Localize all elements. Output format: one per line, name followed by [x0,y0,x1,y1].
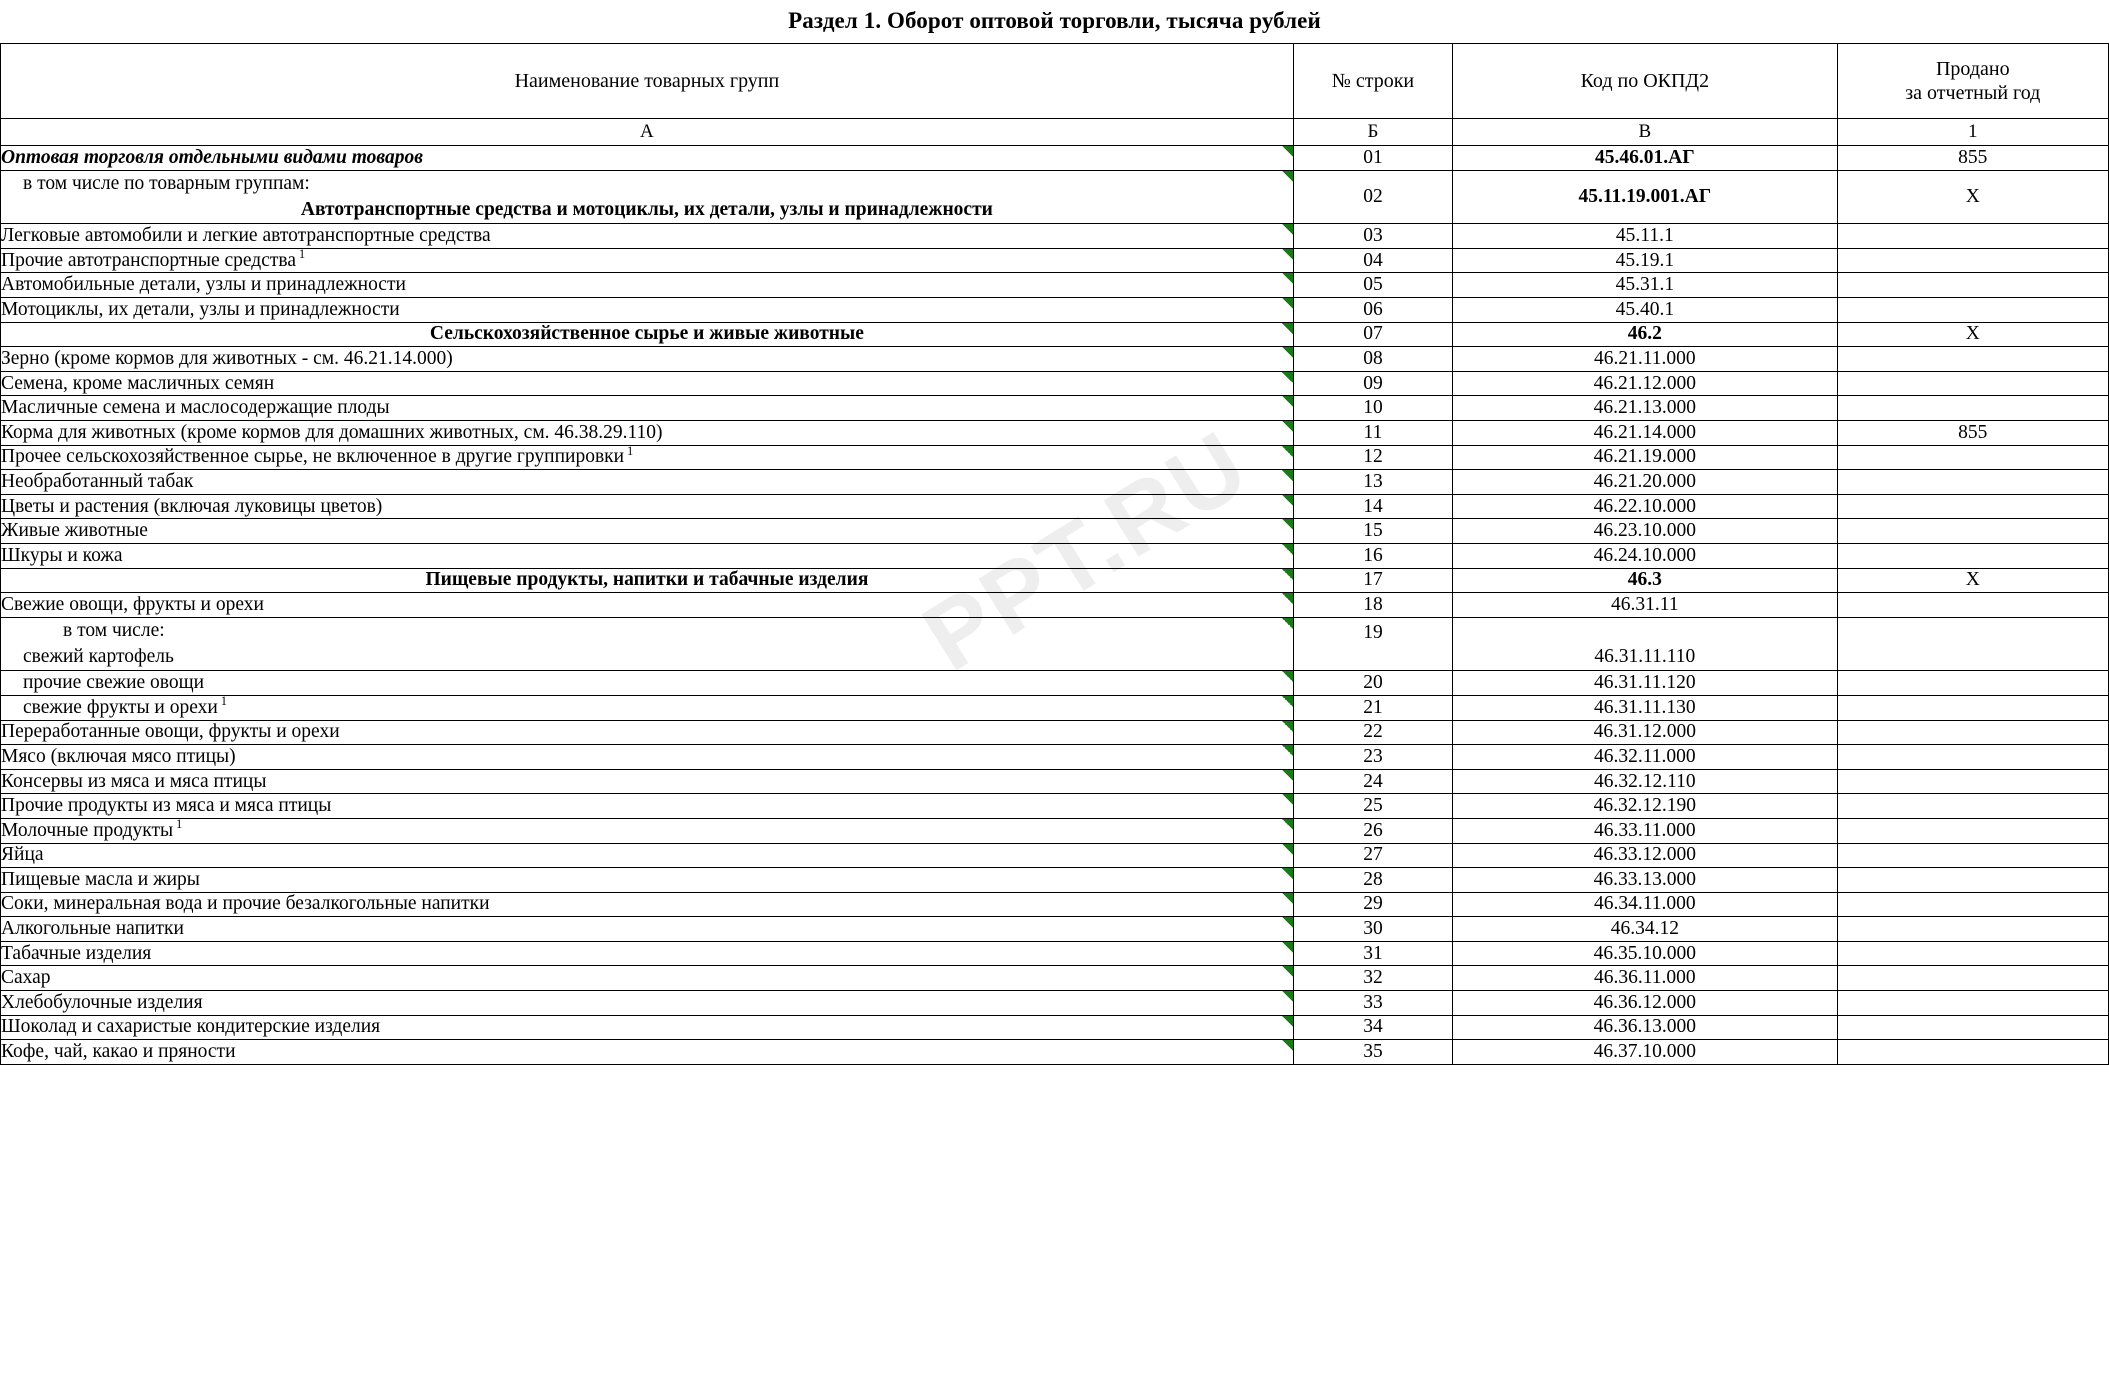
cell-okpd2-code: 46.35.10.000 [1453,941,1838,966]
cell-comment-marker-icon [1282,671,1293,682]
cell-comment-marker-icon [1282,146,1293,157]
cell-goods-name [1,892,1294,917]
cell-sold-value[interactable] [1837,593,2108,618]
cell-line-number: 14 [1293,494,1452,519]
cell-okpd2-code: 46.36.12.000 [1453,991,1838,1016]
row-label: Свежие овощи, фрукты и орехи [1,593,264,615]
cell-line-number: 30 [1293,917,1452,942]
table-row [1,818,2109,843]
section-1-table [0,43,2109,1065]
cell-goods-name [1,593,1294,618]
cell-sold-value[interactable]: 855 [1837,146,2108,171]
cell-sold-value[interactable] [1837,695,2108,720]
cell-sold-value[interactable] [1837,941,2108,966]
letter-code: В [1453,119,1838,146]
cell-line-number: 11 [1293,420,1452,445]
row-label: Зерно (кроме кормов для животных - см. 46.21.14.000) [1,347,453,369]
row-label: Прочие продукты из мяса и мяса птицы [1,795,332,817]
cell-comment-marker-icon [1282,1040,1293,1051]
table-row [1,494,2109,519]
cell-comment-marker-icon [1282,593,1293,604]
row-label: Мотоциклы, их детали, узлы и принадлежности [1,298,400,320]
letter-value: 1 [1837,119,2108,146]
column-header-sold-line2: за отчетный год [1905,82,2041,104]
cell-comment-marker-icon [1282,745,1293,756]
cell-sold-value[interactable] [1837,298,2108,323]
cell-comment-marker-icon [1282,249,1293,260]
cell-line-number: 35 [1293,1040,1452,1065]
cell-line-number: 21 [1293,695,1452,720]
cell-line-number: 18 [1293,593,1452,618]
table-row [1,298,2109,323]
table-row [1,941,2109,966]
cell-line-number: 16 [1293,543,1452,568]
row-label-line2: свежий картофель [23,646,174,668]
table-row [1,1040,2109,1065]
cell-sold-value[interactable] [1837,1015,2108,1040]
row-label: Сахар [1,967,51,989]
cell-goods-name [1,470,1294,495]
cell-sold-value[interactable]: Х [1837,322,2108,347]
cell-sold-value[interactable] [1837,617,2108,671]
row-label: Мясо (включая мясо птицы) [1,745,236,767]
cell-okpd2-code: 46.33.13.000 [1453,868,1838,893]
table-row [1,543,2109,568]
table-row [1,794,2109,819]
column-header-sold-line1: Продано [1935,57,2010,80]
row-label: Консервы из мяса и мяса птицы [1,770,267,792]
cell-goods-name [1,818,1294,843]
cell-line-number: 20 [1293,671,1452,696]
column-header-name: Наименование товарных групп [1,44,1294,119]
row-label: Пищевые масла и жиры [1,868,200,890]
cell-line-number: 32 [1293,966,1452,991]
cell-sold-value[interactable] [1837,445,2108,470]
cell-okpd2-code: 46.21.14.000 [1453,420,1838,445]
cell-okpd2-code: 46.31.11.130 [1453,695,1838,720]
row-label: Корма для животных (кроме кормов для домашних животных, см. 46.38.29.110) [1,421,663,443]
cell-goods-name [1,396,1294,421]
cell-comment-marker-icon [1282,991,1293,1002]
letter-line-no: Б [1293,119,1452,146]
cell-sold-value[interactable] [1837,818,2108,843]
cell-goods-name [1,298,1294,323]
cell-line-number: 08 [1293,347,1452,372]
cell-line-number: 22 [1293,720,1452,745]
table-row [1,146,2109,171]
cell-line-number: 28 [1293,868,1452,893]
cell-comment-marker-icon [1282,794,1293,805]
cell-line-number: 33 [1293,991,1452,1016]
cell-okpd2-code: 46.22.10.000 [1453,494,1838,519]
cell-comment-marker-icon [1282,696,1293,707]
cell-comment-marker-icon [1282,966,1293,977]
cell-sold-value[interactable]: 855 [1837,420,2108,445]
cell-goods-name [1,1040,1294,1065]
cell-comment-marker-icon [1282,372,1293,383]
footnote-marker: 1 [627,443,634,458]
table-row [1,519,2109,544]
cell-sold-value[interactable] [1837,224,2108,249]
row-label: прочие свежие овощи [23,672,205,694]
cell-okpd2-code: 45.11.19.001.АГ [1453,170,1838,224]
cell-okpd2-code: 45.11.1 [1453,224,1838,249]
table-row [1,769,2109,794]
cell-comment-marker-icon [1282,396,1293,407]
cell-goods-name [1,868,1294,893]
cell-sold-value[interactable] [1837,248,2108,273]
table-row [1,843,2109,868]
cell-comment-marker-icon [1282,446,1293,457]
cell-sold-value[interactable]: Х [1837,568,2108,593]
cell-line-number: 12 [1293,445,1452,470]
cell-comment-marker-icon [1282,519,1293,530]
cell-line-number: 31 [1293,941,1452,966]
cell-okpd2-code: 45.31.1 [1453,273,1838,298]
table-row [1,1015,2109,1040]
row-label: Прочие автотранспортные средства $^1$ [1,247,306,271]
cell-goods-name [1,519,1294,544]
cell-sold-value[interactable] [1837,671,2108,696]
cell-sold-value[interactable] [1837,769,2108,794]
cell-sold-value[interactable] [1837,470,2108,495]
cell-line-number: 09 [1293,371,1452,396]
cell-text-block [1,171,1293,224]
cell-sold-value[interactable] [1837,843,2108,868]
okpd2-code-text: 46.31.11.110 [1594,646,1696,668]
cell-okpd2-code: 46.32.12.190 [1453,794,1838,819]
cell-comment-marker-icon [1282,273,1293,284]
table-row [1,892,2109,917]
cell-comment-marker-icon [1282,844,1293,855]
cell-comment-marker-icon [1282,347,1293,358]
cell-goods-name [1,543,1294,568]
cell-okpd2-code: 46.24.10.000 [1453,543,1838,568]
cell-line-number: 15 [1293,519,1452,544]
table-row [1,695,2109,720]
row-label: Шоколад и сахаристые кондитерские изделия [1,1016,381,1038]
table-row [1,568,2109,593]
page-title: Раздел 1. Оборот оптовой торговли, тысяча рублей [788,8,1321,33]
table-row [1,868,2109,893]
row-label: Табачные изделия [1,942,152,964]
table-row [1,470,2109,495]
cell-line-number: 04 [1293,248,1452,273]
table-row [1,671,2109,696]
cell-comment-marker-icon [1282,495,1293,506]
cell-okpd2-code: 46.2 [1453,322,1838,347]
cell-sold-value[interactable] [1837,720,2108,745]
cell-line-number: 24 [1293,769,1452,794]
cell-goods-name [1,322,1294,347]
cell-comment-marker-icon [1282,421,1293,432]
cell-okpd2-code: 45.40.1 [1453,298,1838,323]
column-header-line-no: № строки [1293,44,1452,119]
cell-okpd2-code: 46.31.12.000 [1453,720,1838,745]
cell-goods-name [1,617,1294,671]
cell-goods-name [1,991,1294,1016]
cell-comment-marker-icon [1282,917,1293,928]
cell-goods-name [1,794,1294,819]
row-label: Сельскохозяйственное сырье и живые животные [429,323,864,345]
row-label: Яйца [1,844,44,866]
cell-okpd2-code: 46.33.11.000 [1453,818,1838,843]
cell-okpd2-code: 46.3 [1453,568,1838,593]
cell-okpd2-code: 45.19.1 [1453,248,1838,273]
cell-goods-name [1,420,1294,445]
cell-comment-marker-icon [1282,1016,1293,1027]
cell-line-number: 17 [1293,568,1452,593]
cell-okpd2-code: 46.23.10.000 [1453,519,1838,544]
cell-goods-name [1,224,1294,249]
table-row [1,445,2109,470]
footnote-marker: 1 [176,817,183,832]
cell-okpd2-code: 46.37.10.000 [1453,1040,1838,1065]
cell-goods-name [1,248,1294,273]
cell-okpd2-code: 46.21.20.000 [1453,470,1838,495]
cell-comment-marker-icon [1282,298,1293,309]
table-row [1,322,2109,347]
table-row [1,745,2109,770]
cell-sold-value[interactable] [1837,917,2108,942]
cell-comment-marker-icon [1282,544,1293,555]
row-label: свежие фрукты и орехи $^1$ [23,694,227,718]
cell-goods-name [1,170,1294,224]
cell-sold-value[interactable] [1837,868,2108,893]
cell-line-number: 19 [1293,617,1452,671]
row-label: Пищевые продукты, напитки и табачные изделия [425,569,869,591]
row-label: Прочее сельскохозяйственное сырье, не включенное в другие группировки $^1$ [1,443,634,468]
cell-okpd2-code: 46.32.11.000 [1453,745,1838,770]
cell-sold-value[interactable] [1837,273,2108,298]
cell-goods-name [1,720,1294,745]
row-label: Соки, минеральная вода и прочие безалкогольные напитки [1,893,490,915]
table-row [1,966,2109,991]
row-label: Переработанные овощи, фрукты и орехи [1,721,340,743]
cell-comment-marker-icon [1282,770,1293,781]
cell-okpd2-code: 46.34.12 [1453,917,1838,942]
cell-okpd2-code: 46.34.11.000 [1453,892,1838,917]
cell-sold-value[interactable] [1837,1040,2108,1065]
cell-okpd2-code: 46.31.11.120 [1453,671,1838,696]
cell-sold-value[interactable] [1837,794,2108,819]
cell-comment-marker-icon [1282,868,1293,879]
cell-sold-value[interactable] [1837,371,2108,396]
cell-line-number: 07 [1293,322,1452,347]
cell-okpd2-code: 46.21.19.000 [1453,445,1838,470]
cell-line-number: 06 [1293,298,1452,323]
cell-goods-name [1,347,1294,372]
table-row [1,273,2109,298]
cell-sold-value[interactable] [1837,745,2108,770]
row-label: Автомобильные детали, узлы и принадлежности [1,274,406,296]
table-row [1,917,2109,942]
cell-goods-name [1,695,1294,720]
cell-goods-name [1,1015,1294,1040]
cell-okpd2-code: 46.32.12.110 [1453,769,1838,794]
row-label: Алкогольные напитки [1,918,184,940]
cell-okpd2-code: 46.31.11 [1453,593,1838,618]
cell-goods-name [1,917,1294,942]
cell-comment-marker-icon [1282,819,1293,830]
cell-comment-marker-icon [1282,893,1293,904]
cell-comment-marker-icon [1282,470,1293,481]
row-label: Молочные продукты $^1$ [1,817,183,841]
cell-sold-value[interactable] [1837,347,2108,372]
cell-sold-value[interactable] [1837,519,2108,544]
cell-okpd2-code: 45.46.01.АГ [1453,146,1838,171]
table-row [1,347,2109,372]
row-label: Легковые автомобили и легкие автотранспортные средства [1,225,491,247]
cell-line-number: 02 [1293,170,1452,224]
table-header-row [1,44,2109,119]
row-label: Живые животные [1,520,148,542]
cell-line-number: 23 [1293,745,1452,770]
cell-line-number: 13 [1293,470,1452,495]
cell-goods-name [1,745,1294,770]
cell-comment-marker-icon [1282,224,1293,235]
cell-line-number: 25 [1293,794,1452,819]
row-label: Оптовая торговля отдельными видами товаров [1,146,423,168]
row-label: Хлебобулочные изделия [1,991,203,1013]
cell-sold-value[interactable] [1837,543,2108,568]
table-body [1,146,2109,1065]
table-row [1,170,2109,224]
row-label: Шкуры и кожа [1,544,123,566]
table-letter-row [1,119,2109,146]
cell-line-number: 27 [1293,843,1452,868]
cell-okpd2-code [1453,617,1838,671]
row-label: Цветы и растения (включая луковицы цветов) [1,495,383,517]
cell-goods-name [1,843,1294,868]
row-label-line1: в том числе по товарным группам: [23,172,310,194]
cell-line-number: 29 [1293,892,1452,917]
cell-sold-value[interactable]: Х [1837,170,2108,224]
table-row [1,617,2109,671]
cell-line-number: 03 [1293,224,1452,249]
cell-goods-name [1,146,1294,171]
cell-goods-name [1,371,1294,396]
cell-goods-name [1,494,1294,519]
cell-line-number: 05 [1293,273,1452,298]
cell-goods-name [1,966,1294,991]
column-header-sold [1837,44,2108,119]
row-label: Кофе, чай, какао и пряности [1,1041,236,1063]
row-label-line2: Автотранспортные средства и мотоциклы, их детали, узлы и принадлежности [300,198,993,220]
cell-sold-value[interactable] [1837,966,2108,991]
footnote-marker: 1 [299,247,306,262]
cell-okpd2-code: 46.33.12.000 [1453,843,1838,868]
table-row [1,224,2109,249]
table-row [1,593,2109,618]
cell-goods-name [1,769,1294,794]
cell-line-number: 10 [1293,396,1452,421]
cell-sold-value[interactable] [1837,892,2108,917]
watermark-text: PPT.RU [905,410,1268,692]
column-header-code: Код по ОКПД2 [1453,44,1838,119]
letter-name: А [1,119,1294,146]
cell-goods-name [1,445,1294,470]
cell-okpd2-code: 46.21.13.000 [1453,396,1838,421]
cell-text-block [1,618,1293,671]
table-row [1,420,2109,445]
row-label: Масличные семена и маслосодержащие плоды [1,397,390,419]
table-row [1,720,2109,745]
cell-goods-name [1,671,1294,696]
cell-comment-marker-icon [1282,942,1293,953]
row-label-line1: в том числе: [63,619,165,641]
cell-sold-value[interactable] [1837,396,2108,421]
cell-okpd2-code: 46.36.13.000 [1453,1015,1838,1040]
cell-line-number: 26 [1293,818,1452,843]
row-label: Необработанный табак [1,470,194,492]
cell-okpd2-code: 46.21.12.000 [1453,371,1838,396]
cell-okpd2-code: 46.36.11.000 [1453,966,1838,991]
cell-line-number: 01 [1293,146,1452,171]
cell-sold-value[interactable] [1837,991,2108,1016]
cell-sold-value[interactable] [1837,494,2108,519]
row-label: Семена, кроме масличных семян [1,372,275,394]
table-row [1,991,2109,1016]
table-row [1,396,2109,421]
cell-comment-marker-icon [1282,721,1293,732]
cell-goods-name [1,568,1294,593]
cell-goods-name [1,273,1294,298]
cell-line-number: 34 [1293,1015,1452,1040]
table-row [1,371,2109,396]
footnote-marker: 1 [220,694,227,709]
cell-goods-name [1,941,1294,966]
cell-okpd2-code: 46.21.11.000 [1453,347,1838,372]
table-row [1,248,2109,273]
